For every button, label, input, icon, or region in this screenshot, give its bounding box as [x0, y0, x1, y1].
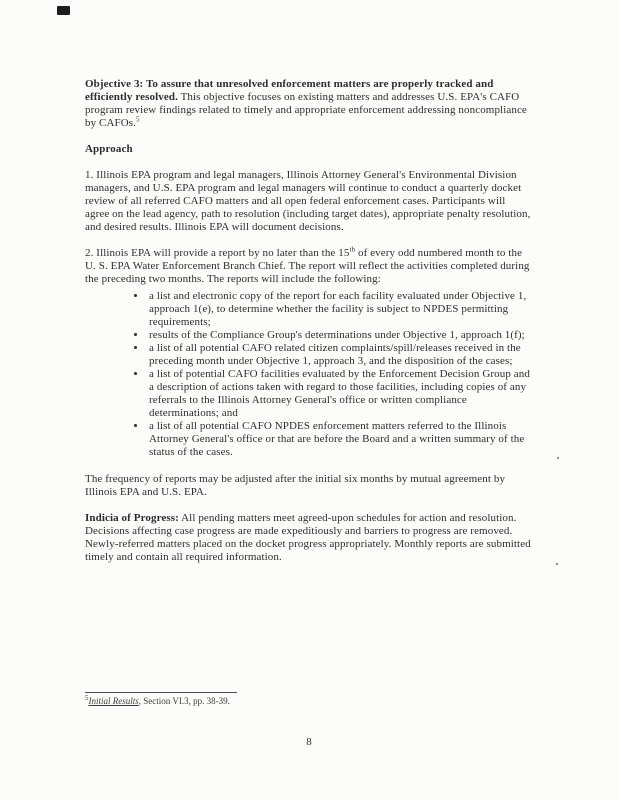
objective-paragraph — [85, 78, 532, 130]
approach-item-1: 1. Illinois EPA program and legal managers, Illinois Attorney General's Environmental Division managers, and U.S. EPA program and legal managers will continue to conduct a quarterly docket review of all referred CAFO matters and all open federal enforcement cases. Participants will agree on the lead agency, path to resolution (including target dates), appropriate penalty resolution, and desired results. Illinois EPA will document decisions. — [85, 169, 531, 233]
footnote-source-title: Initial Results — [88, 696, 139, 706]
approach-item-2-text: 2. Illinois EPA will provide a report by no later than the 15 — [85, 247, 350, 259]
list-item: • results of the Compliance Group's determinations under Objective 1, approach 1(f); — [147, 329, 532, 342]
approach-heading: Approach — [85, 143, 133, 155]
frequency-paragraph: The frequency of reports may be adjusted after the initial six months by mutual agreement by Illinois EPA and U.S. EPA. — [85, 473, 506, 498]
list-item: • a list of all potential CAFO related citizen complaints/spill/releases received in the preceding month under Objective 1, approach 3, and the disposition of the cases; — [147, 342, 532, 368]
footnote-separator — [85, 692, 237, 693]
list-item: • a list and electronic copy of the report for each facility evaluated under Objective 1, approach 1(e), to determine whether the facility is subject to NPDES permitting requirements; — [147, 290, 532, 329]
document-body — [85, 78, 532, 577]
approach-item-2-text-cont: of every odd numbered month to the U. S. EPA Water Enforcement Branch Chief. The report will reflect the activities completed during the preceding two months. The reports will include the following: — [85, 247, 530, 285]
footnote-area — [85, 692, 532, 707]
page-number: 8 — [306, 736, 312, 748]
footnote-reference: 5 — [136, 115, 140, 124]
indicia-text: All pending matters meet agreed-upon schedules for action and resolution. Decisions affecting case progress are made expeditiously and barriers to progress are removed. Newly-referred matters placed on the docket progress appropriately. Monthly reports are submitted timely and contain all required information. — [85, 512, 531, 563]
indicia-heading: Indicia of Progress: — [85, 512, 179, 524]
scan-speck — [557, 457, 559, 459]
objective-heading: Objective 3: To assure that unresolved enforcement matters are properly tracked and efficiently resolved. — [85, 78, 494, 103]
indicia-paragraph — [85, 512, 532, 564]
footnote-marker: 5 — [85, 694, 89, 702]
ordinal-superscript: th — [349, 245, 356, 254]
approach-item-2 — [85, 247, 532, 286]
scan-speck — [556, 563, 558, 565]
list-item: • a list of potential CAFO facilities evaluated by the Enforcement Decision Group and a description of actions taken with regard to those facilities, including copies of any referrals to the Illinois Attorney General's office or written compliance determinations; and — [147, 368, 532, 420]
footnote — [85, 696, 532, 707]
report-contents-list — [85, 290, 532, 459]
list-item: • a list of all potential CAFO NPDES enforcement matters referred to the Illinois Attorney General's office or that are before the Board and a written summary of the status of the cases. — [147, 420, 532, 459]
footnote-citation: , Section VI.3, pp. 38-39. — [138, 696, 230, 706]
objective-text: This objective focuses on existing matters and addresses U.S. EPA's CAFO program review findings related to timely and appropriate enforcement addressing noncompliance by CAFOs. — [85, 91, 527, 129]
scan-artifact — [57, 6, 70, 15]
